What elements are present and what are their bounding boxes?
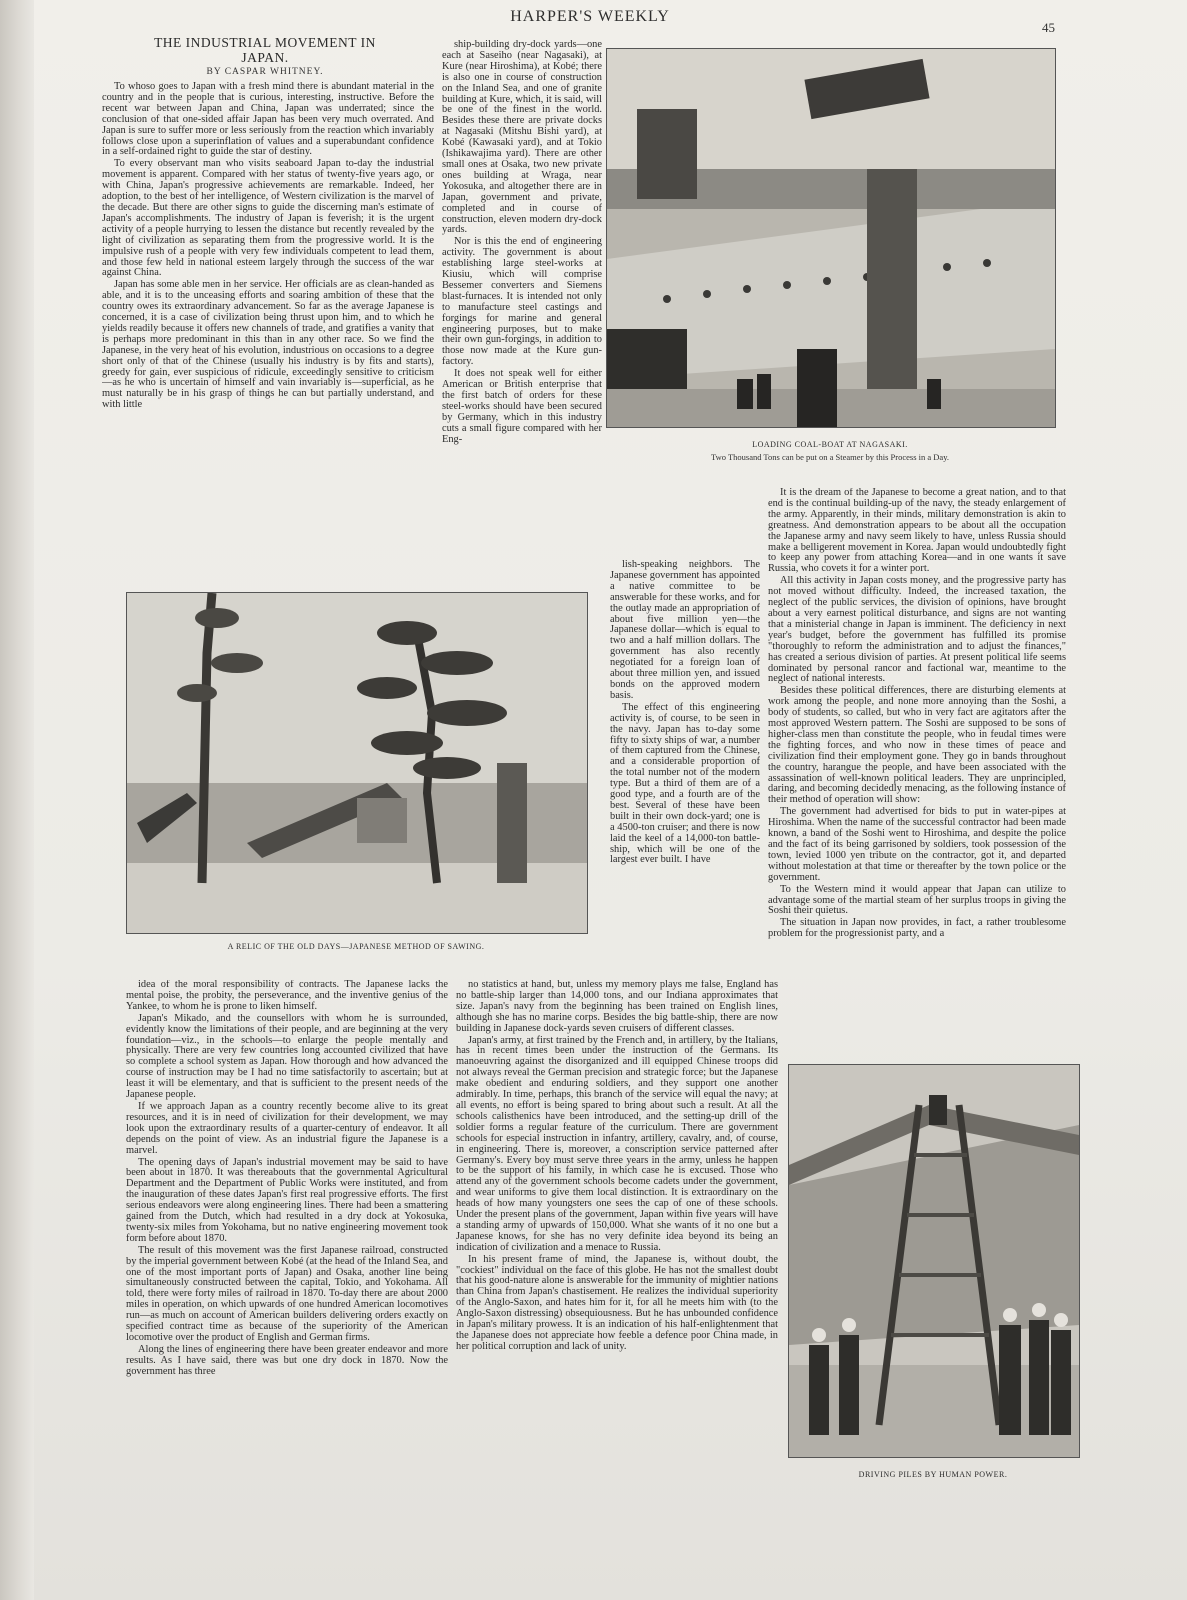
paragraph: idea of the moral responsibility of contracts. The Japanese lacks the mental poise, the probity, the perseverance, and the inventive genius of the Yankee, to whom he is prone to liken himself.: [126, 980, 448, 1012]
paragraph: The government had advertised for bids to put in water-pipes at Hiroshima. When the name of the successful contractor had been made known, a band of the Soshi went to Hiroshima, and despite the police and the fact of its being garrisoned by soldiers, took possession of the town, levied 1000 yen tribute on the contractor, got it, and departed without molestation at that time or thereafter by the town police or the government.: [768, 806, 1066, 883]
paragraph: Besides these political differences, there are disturbing elements at work among the people, and none more annoying than the Soshi, a body of students, so called, but who in very fact are agitators after the most approved Western pattern. The Soshi are supposed to be sons of higher-class men than constitute the people, who in feudal times were the fighting forces, and who now in these times of peace and civilization find their employment gone. They go in bands throughout the country, harangue the people, and have been associated with the assassination of well-known political leaders. They are unprincipled, daring, and becoming decidedly menacing, as the following instance of their method of operation will show:: [768, 685, 1066, 806]
article-title-line1: THE INDUSTRIAL MOVEMENT IN: [154, 35, 376, 50]
paragraph: To whoso goes to Japan with a fresh mind there is abundant material in the country and in the people that is curious, interesting, instructive. Before the recent war between Japan and China, Japan was underrated; since the conclusion of that one-sided affair Japan has been very much overrated. And Japan is sure to suffer more or less seriously from the reaction which invariably follows close upon a superinflation of values and a superabundant confidence in a self-ordained right to guide the star of destiny.: [102, 82, 434, 158]
paragraph: Japan has some able men in her service. Her officials are as clean-handed as able, and it is to the unceasing efforts and soaring ambition of these that the country owes its extraordinary advancement. So far as the average Japanese is concerned, it is a case of civilization being thrust upon him, and to which he yields readily because it offers new channels of trade, and gratifies a vanity that is perhaps more predominant in this than in any other race. So we find the Japanese, in the very heat of his evolution, industrious on occasions to a degree short only of that of the Chinese (usually his industry is by fits and starts), greedy for gain, ever suspicious of ridicule, exceedingly sensitive to criticism—as he who is uncertain of himself and vain invariably is—superficial, as he must naturally be in his grasp of things he can but partially understand, and with little: [102, 279, 434, 411]
paragraph: The result of this movement was the first Japanese railroad, constructed by the imperial government between Kobé (at the head of the Inland Sea, and one of the most important ports of Japan) and Osaka, another line being simultaneously constructed between the capital, Tokio, and Yokohama. All told, there were forty miles of railroad in 1870. To-day there are about 2000 miles in operation, on which upwards of one hundred American locomotives run—as much on account of American builders delivering orders exactly on specified contract time as because of the superiority of the American locomotive over the product of English and German firms.: [126, 1244, 448, 1343]
article-title: [100, 35, 430, 65]
paragraph: no statistics at hand, but, unless my memory plays me false, England has no battle-ship larger than 14,000 tons, and our Indiana approximates that size. Japan's navy from the beginning has been trained on English lines, although she has no marine corps. Besides the big battle-ship, there are now building in Japanese dock-yards seven cruisers of different classes.: [456, 980, 778, 1034]
paragraph: It does not speak well for either American or British enterprise that the first batch of orders for these steel-works should have been secured by Germany, which in this industry cuts a small figure compared with her Eng-: [442, 368, 602, 445]
text-column-2: [442, 40, 602, 570]
driving-piles-image: [789, 1065, 1079, 1457]
paragraph: Nor is this the end of engineering activity. The government is about establishing large steel-works at Kiusiu, which will comprise Bessemer converters and Siemens blast-furnaces. It is intended not only to manufacture steel castings and forgings for marine and general engineering purposes, but to make their own gun-forgings, in addition to those now made at the Kure gun-factory.: [442, 236, 602, 368]
paragraph: The situation in Japan now provides, in fact, a rather troublesome problem for the progressionist party, and a: [768, 917, 1066, 940]
caption-sawing: A RELIC OF THE OLD DAYS—JAPANESE METHOD OF SAWING.: [227, 942, 485, 951]
masthead: HARPER'S WEEKLY: [510, 8, 670, 25]
photo-loading-coal-boat: [606, 48, 1056, 428]
text-column-5: [126, 980, 448, 1546]
paragraph: If we approach Japan as a country recently become alive to its great resources, and it is in need of civilization for their development, we may look upon the extraordinary results of a quarter-century of endeavor. It all depends on the point of view. As an industrial figure the Japanese is a marvel.: [126, 1100, 448, 1156]
photo-driving-piles: [788, 1064, 1080, 1458]
paragraph: ship-building dry-dock yards—one each at Saseiho (near Nagasaki), at Kure (near Hiroshima), at Kobé; there is also one in course of construction on the Inland Sea, and one of granite building at Kure, which, it is said, will be one of the finest in the world. Besides these there are private docks at Nagasaki (Mitshu Bishi yard), at Kobé (Kawasaki yard), and at Tokio (Ishikawajima yard). There are other small ones at Osaka, two new private ones building at Wraga, near Yokosuka, and altogether there are in Japan, government and private, completed and in course of construction, eleven modern dry-dock yards.: [442, 40, 602, 236]
text-column-3: [610, 560, 760, 976]
paragraph: To the Western mind it would appear that Japan can utilize to advantage some of the martial steam of her surplus troops in giving the Soshi their quietus.: [768, 883, 1066, 917]
paragraph: The opening days of Japan's industrial movement may be said to have been about in 1870. It was thereabouts that the governmental Agricultural Department and the Department of Public Works were instituted, and from the inauguration of these dates Japan's first real progressive efforts. The first serious endeavors were along engineering lines. There had been a smattering gained from the Dutch, which had resulted in a dry dock at Yokosuka, twenty-six miles from Yokohama, but no native engineering movement took form before about 1870.: [126, 1156, 448, 1244]
paragraph: All this activity in Japan costs money, and the progressive party has not moved without difficulty. Indeed, the increased taxation, the neglect of the public services, the division of opinions, have brought about a very earnest political disturbance, and signs are not wanting that a ministerial change in Japan is imminent. The deficiency in next year's budget, before the government has fulfilled its promise "thoroughly to reform the administration and to adjust the finances," has created a serious division of parties. At present political life seems dominated by personal rancor and factional war, meantime to the neglect of national interests.: [768, 575, 1066, 685]
text-column-1: [102, 82, 434, 570]
paragraph: It is the dream of the Japanese to become a great nation, and to that end is the continual building-up of the navy, the steady enlargement of the army. Apparently, in their minds, military demonstration is akin to greatness. And demonstration appears to be about all the occupation the Japanese army and navy seem likely to have, unless Russia should make a belligerent movement in Korea. Japan would undoubtedly fight to keep any power from attaching Korea—and in one wants it save Russia, who covets it for a winter port.: [768, 488, 1066, 575]
caption-coal-boat: LOADING COAL-BOAT AT NAGASAKI.: [752, 440, 908, 449]
paragraph: The effect of this engineering activity is, of course, to be seen in the navy. Japan has to-day some fifty to sixty ships of war, a number of them captured from the Chinese, and a considerable proportion of the total number not of the modern type. But a third of them are of a good type, and a fourth are of the best. Several of these have been built in their own dock-yard; one is a 4500-ton cruiser; and there is now laid the keel of a 14,000-ton battle-ship, which will be one of the largest ever built. I have: [610, 701, 760, 866]
coal-boat-image: [607, 49, 1055, 427]
sawing-image: [127, 593, 587, 933]
article-title-line2: JAPAN.: [241, 50, 289, 65]
caption-driving-piles: DRIVING PILES BY HUMAN POWER.: [858, 1470, 1008, 1479]
paragraph: Japan's army, at first trained by the French and, in artillery, by the Italians, has in recent times been under the instruction of the Germans. Its manoeuvring against the disorganized and ill equipped Chinese troops did not always reveal the German precision and strategic force; but the Japanese make obedient and enduring soldiers, and they support one another admirably. In time, perhaps, this branch of the service will equal the navy; at all events, no effort is being spared to bring about such a result. At all the schools calisthenics have been introduced, and the setting-up drill of the soldier forms a regular feature of the curriculum. There are government schools for especial instruction in infantry, artillery, cavalry, and, of course, in engineering. There is, moreover, a conscription service patterned after Germany's. Every boy must serve three years in the army, unless he happen to be the support of his family, in which case he is excused. Those who attend any of the government schools become cadets under the government, and wear uniforms to give them local distinction. It is extraordinary on the heads of how many youngsters one sees the cap of one of these schools. Under the present plans of the government, Japan within five years will have a standing army of upwards of 150,000. What she wants of it no one but a Japanese knows, for she has no very definite idea beyond its being an indication of civilization and a menace to Russia.: [456, 1034, 778, 1253]
photo-sawing: [126, 592, 588, 934]
paragraph: To every observant man who visits seaboard Japan to-day the industrial movement is apparent. Compared with her status of twenty-five years ago, or with China, Japan's progressive achievements are remarkable. Indeed, her adoption, to the best of her intelligence, of Western civilization is the marvel of the decade. But there are other signs to guide the discerning man's estimate of Japan's accomplishments. The industry of Japan is feverish; it is the urgent activity of a people hurrying to lessen the distance but recently revealed by the light of civilization as separating them from the progressive world. It is the impulsive rush of a people with very few individuals competent to lead them, and those few held in national esteem largely through the success of the war against China.: [102, 158, 434, 279]
paragraph: In his present frame of mind, the Japanese is, without doubt, the "cockiest" individual on the face of this globe. He has not the smallest doubt that his good-nature alone is answerable for the immunity of mightier nations than China from Japan's chastisement. He realizes the individual superiority of the Anglo-Saxon, and hates him for it, for all he meets him with (to the Anglo-Saxon distressing) obsequiousness. But he has unbounded confidence in Japan's military prowess. It is an indication of his half-enlightenment that the Japanese does not appreciate how feeble a defence poor China made, in her political corruption and lack of unity.: [456, 1253, 778, 1352]
byline: BY CASPAR WHITNEY.: [206, 67, 324, 77]
paragraph: Japan's Mikado, and the counsellors with whom he is surrounded, evidently know the limitations of their people, and are beginning at the very foundation—viz., in the schools—to enlarge the people mentally and physically. There are very few countries long accounted civilized that have so complete a school system as Japan. How thorough and how advanced the course of instruction may be I had no time satisfactorily to ascertain; but at least it will be elementary, and that is sufficient to the present needs of the Japanese people.: [126, 1012, 448, 1101]
paragraph: lish-speaking neighbors. The Japanese government has appointed a native committee to be answerable for these works, and for the outlay made an appropriation of about five million yen—the Japanese dollar—which is equal to two and a half million dollars. The government has also recently negotiated for a foreign loan of about three million yen, and issued bonds on the approved modern basis.: [610, 560, 760, 701]
text-column-6: [456, 980, 778, 1520]
text-column-4: [768, 488, 1066, 1048]
subcaption-coal-boat: Two Thousand Tons can be put on a Steamer by this Process in a Day.: [710, 452, 950, 462]
page-number: 45: [1042, 20, 1055, 35]
paragraph: Along the lines of engineering there have been greater endeavor and more results. As I have said, there was but one dry dock in 1870. Now the government has three: [126, 1343, 448, 1377]
binding-edge: [0, 0, 34, 1600]
